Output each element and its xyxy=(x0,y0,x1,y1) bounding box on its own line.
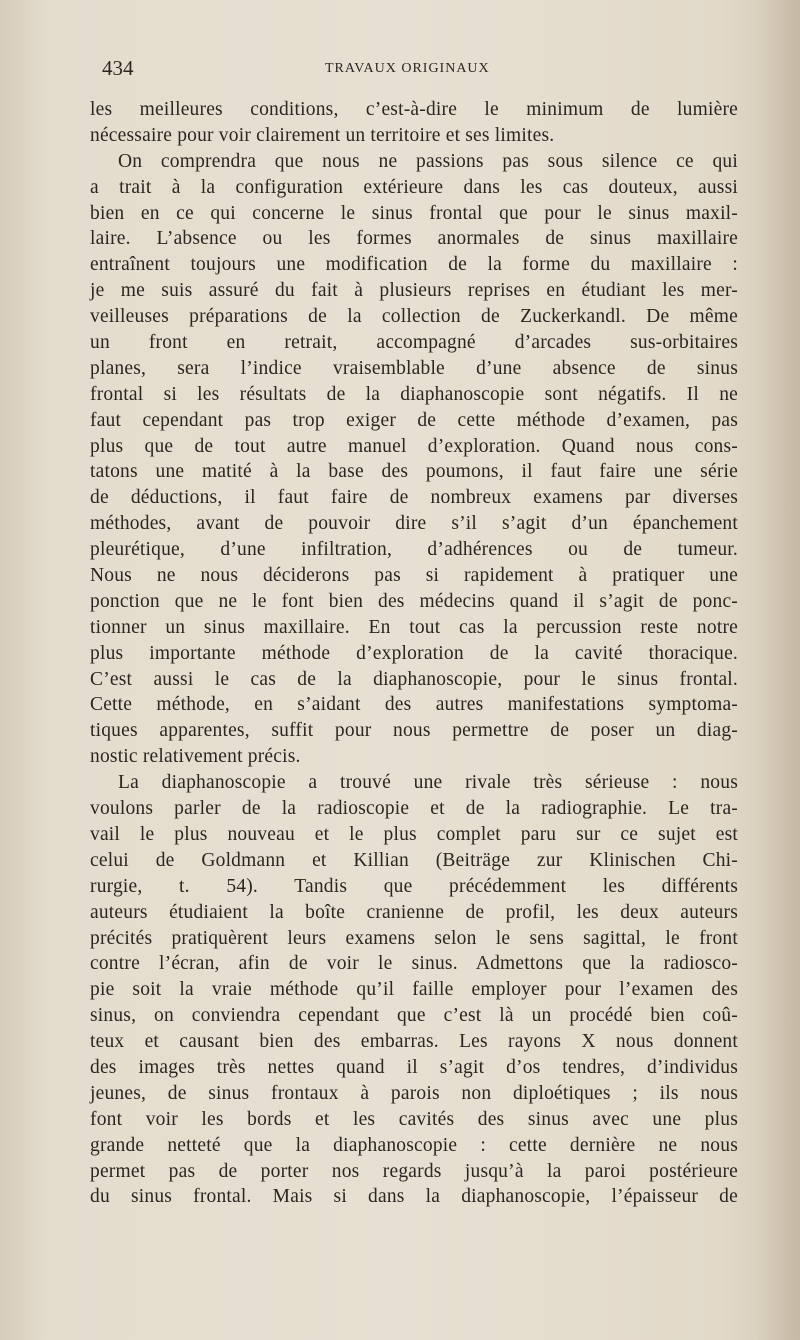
text-line: contre l’écran, afin de voir le sinus. Admettons que la radiosco- xyxy=(90,953,738,975)
text-line: La diaphanoscopie a trouvé une rivale très sérieuse : nous xyxy=(118,772,738,794)
text-line: tiques apparentes, suffit pour nous permettre de poser un diag- xyxy=(90,720,738,742)
text-line: vail le plus nouveau et le plus complet paru sur ce sujet est xyxy=(90,823,738,845)
text-line: précités pratiquèrent leurs examens selon le sens sagittal, le front xyxy=(90,927,738,949)
text-line: plus que de tout autre manuel d’exploration. Quand nous cons- xyxy=(90,435,738,457)
text-line: pie soit la vraie méthode qu’il faille employer pour l’examen des xyxy=(90,979,738,1001)
text-line: font voir les bords et les cavités des sinus avec une plus xyxy=(90,1108,738,1130)
text-line: teux et causant bien des embarras. Les rayons X nous donnent xyxy=(90,1031,738,1053)
text-line: tatons une matité à la base des poumons, il faut faire une série xyxy=(90,461,738,483)
text-line: rurgie, t. 54). Tandis que précédemment les différents xyxy=(90,875,738,897)
text-line: nostic relativement précis. xyxy=(90,746,301,768)
body-text xyxy=(90,97,738,1210)
text-line: plus importante méthode d’exploration de la cavité thoracique. xyxy=(90,642,738,664)
running-title: TRAVAUX ORIGINAUX xyxy=(325,61,490,76)
text-line: un front en retrait, accompagné d’arcades sus-orbitaires xyxy=(90,332,738,354)
page-number: 434 xyxy=(102,56,134,80)
scan-edge-shadow xyxy=(755,0,800,1340)
text-line: nécessaire pour voir clairement un territoire et ses limites. xyxy=(90,124,555,146)
text-line: grande netteté que la diaphanoscopie : cette dernière ne nous xyxy=(90,1134,738,1156)
text-line: permet pas de porter nos regards jusqu’à la paroi postérieure xyxy=(90,1160,738,1182)
text-line: du sinus frontal. Mais si dans la diaphanoscopie, l’épaisseur de xyxy=(90,1186,738,1208)
text-line: bien en ce qui concerne le sinus frontal que pour le sinus maxil- xyxy=(90,202,738,224)
text-line: Cette méthode, en s’aidant des autres manifestations symptoma- xyxy=(90,694,738,716)
text-line: laire. L’absence ou les formes anormales de sinus maxillaire xyxy=(90,228,738,250)
text-line: des images très nettes quand il s’agit d’os tendres, d’individus xyxy=(90,1056,738,1078)
text-line: de déductions, il faut faire de nombreux examens par diverses xyxy=(90,487,738,509)
text-line: entraînent toujours une modification de la forme du maxillaire : xyxy=(90,254,738,276)
text-line: auteurs étudiaient la boîte cranienne de profil, les deux auteurs xyxy=(90,901,738,923)
text-line: les meilleures conditions, c’est-à-dire le minimum de lumière xyxy=(90,99,738,120)
text-line: tionner un sinus maxillaire. En tout cas la percussion reste notre xyxy=(90,616,738,638)
text-line: C’est aussi le cas de la diaphanoscopie, pour le sinus frontal. xyxy=(90,668,738,690)
text-line: a trait à la configuration extérieure dans les cas douteux, aussi xyxy=(90,176,738,198)
text-line: méthodes, avant de pouvoir dire s’il s’agit d’un épanchement xyxy=(90,513,738,535)
text-line: ponction que ne le font bien des médecins quand il s’agit de ponc- xyxy=(90,590,738,612)
text-line: planes, sera l’indice vraisemblable d’une absence de sinus xyxy=(90,357,738,379)
text-line: voulons parler de la radioscopie et de la radiographie. Le tra- xyxy=(90,798,738,820)
text-line: celui de Goldmann et Killian (Beiträge zur Klinischen Chi- xyxy=(90,849,738,871)
text-line: sinus, on conviendra cependant que c’est là un procédé bien coû- xyxy=(90,1005,738,1027)
text-line: jeunes, de sinus frontaux à parois non diploétiques ; ils nous xyxy=(90,1082,738,1104)
text-line: je me suis assuré du fait à plusieurs reprises en étudiant les mer- xyxy=(90,280,738,302)
text-line: On comprendra que nous ne passions pas sous silence ce qui xyxy=(118,150,738,172)
text-line: frontal si les résultats de la diaphanoscopie sont négatifs. Il ne xyxy=(90,383,738,405)
text-line: veilleuses préparations de la collection de Zuckerkandl. De même xyxy=(90,306,738,328)
text-line: Nous ne nous déciderons pas si rapidement à pratiquer une xyxy=(90,565,738,587)
text-line: pleurétique, d’une infiltration, d’adhérences ou de tumeur. xyxy=(90,539,738,561)
text-line: faut cependant pas trop exiger de cette méthode d’examen, pas xyxy=(90,409,738,431)
page-header xyxy=(90,56,740,86)
